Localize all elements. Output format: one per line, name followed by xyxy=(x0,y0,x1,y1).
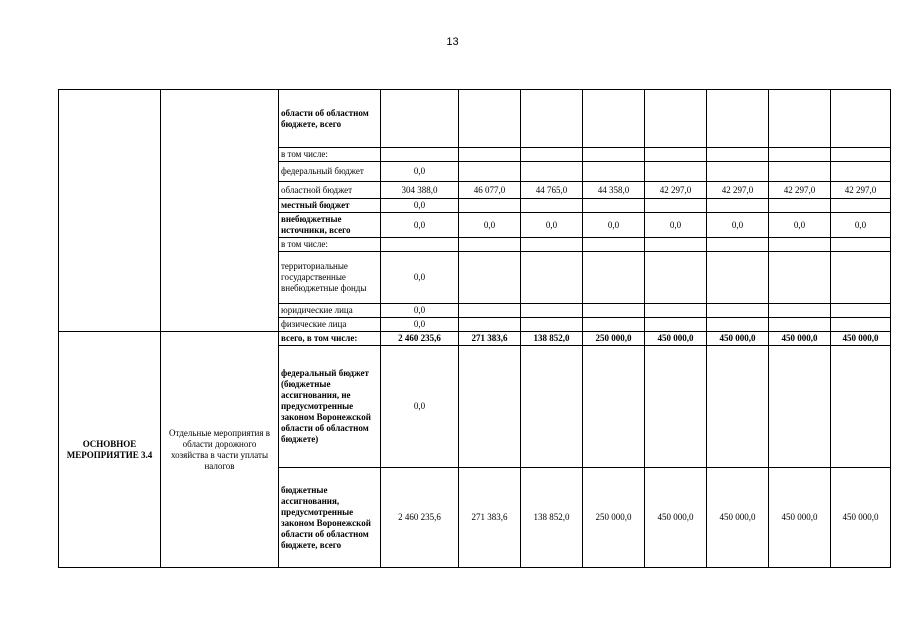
amount-cell xyxy=(707,148,769,162)
funding-source-label: в том числе: xyxy=(279,238,381,252)
amount-cell xyxy=(521,304,583,318)
amount-cell: 42 297,0 xyxy=(645,182,707,199)
amount-cell xyxy=(645,252,707,304)
amount-cell xyxy=(831,199,891,213)
amount-cell xyxy=(459,318,521,332)
amount-cell xyxy=(521,199,583,213)
amount-cell xyxy=(459,148,521,162)
amount-cell xyxy=(459,304,521,318)
funding-source-label: внебюджетные источники, всего xyxy=(279,213,381,238)
amount-cell xyxy=(521,318,583,332)
amount-cell: 42 297,0 xyxy=(769,182,831,199)
amount-cell xyxy=(521,346,583,468)
funding-source-label: федеральный бюджет (бюджетные ассигнования, не предусмотренные законом Воронежской области об областном бюджете) xyxy=(279,346,381,468)
amount-cell xyxy=(459,199,521,213)
amount-cell xyxy=(645,199,707,213)
amount-cell xyxy=(583,318,645,332)
event-desc-cell: Отдельные мероприятия в области дорожного хозяйства в части уплаты налогов xyxy=(161,332,279,568)
amount-cell: 0,0 xyxy=(645,213,707,238)
amount-cell xyxy=(831,148,891,162)
amount-cell: 450 000,0 xyxy=(707,468,769,568)
amount-cell: 42 297,0 xyxy=(707,182,769,199)
amount-cell: 0,0 xyxy=(381,252,459,304)
amount-cell xyxy=(521,238,583,252)
funding-source-label: федеральный бюджет xyxy=(279,162,381,182)
budget-table xyxy=(58,89,891,568)
amount-cell: 46 077,0 xyxy=(459,182,521,199)
amount-cell: 0,0 xyxy=(381,304,459,318)
event-title-cell xyxy=(59,90,161,332)
amount-cell: 2 460 235,6 xyxy=(381,332,459,346)
amount-cell xyxy=(769,318,831,332)
amount-cell xyxy=(707,346,769,468)
amount-cell xyxy=(769,252,831,304)
amount-cell: 138 852,0 xyxy=(521,468,583,568)
amount-cell xyxy=(583,199,645,213)
funding-source-label: всего, в том числе: xyxy=(279,332,381,346)
funding-source-label: юридические лица xyxy=(279,304,381,318)
amount-cell xyxy=(707,199,769,213)
amount-cell: 44 765,0 xyxy=(521,182,583,199)
page-number: 13 xyxy=(446,36,459,48)
amount-cell: 0,0 xyxy=(459,213,521,238)
event-desc-cell xyxy=(161,90,279,332)
amount-cell xyxy=(645,148,707,162)
funding-source-label: физические лица xyxy=(279,318,381,332)
amount-cell xyxy=(707,304,769,318)
amount-cell: 304 388,0 xyxy=(381,182,459,199)
amount-cell: 250 000,0 xyxy=(583,332,645,346)
amount-cell xyxy=(831,304,891,318)
amount-cell xyxy=(459,90,521,148)
amount-cell xyxy=(583,162,645,182)
amount-cell: 0,0 xyxy=(707,213,769,238)
amount-cell xyxy=(831,90,891,148)
amount-cell: 0,0 xyxy=(769,213,831,238)
amount-cell: 450 000,0 xyxy=(707,332,769,346)
amount-cell: 0,0 xyxy=(381,318,459,332)
amount-cell xyxy=(831,162,891,182)
amount-cell: 0,0 xyxy=(381,346,459,468)
amount-cell xyxy=(459,238,521,252)
amount-cell xyxy=(831,346,891,468)
amount-cell: 0,0 xyxy=(381,213,459,238)
amount-cell: 0,0 xyxy=(381,162,459,182)
amount-cell xyxy=(707,90,769,148)
amount-cell xyxy=(769,148,831,162)
amount-cell xyxy=(459,162,521,182)
amount-cell xyxy=(645,238,707,252)
amount-cell xyxy=(769,162,831,182)
amount-cell xyxy=(583,90,645,148)
amount-cell xyxy=(459,346,521,468)
amount-cell xyxy=(583,238,645,252)
amount-cell xyxy=(769,199,831,213)
funding-source-label: бюджетные ассигнования, предусмотренные законом Воронежской области об областном бюджете, всего xyxy=(279,468,381,568)
amount-cell: 450 000,0 xyxy=(831,332,891,346)
amount-cell: 271 383,6 xyxy=(459,468,521,568)
funding-source-label: местный бюджет xyxy=(279,199,381,213)
amount-cell xyxy=(769,238,831,252)
amount-cell xyxy=(459,252,521,304)
amount-cell xyxy=(645,162,707,182)
amount-cell: 44 358,0 xyxy=(583,182,645,199)
amount-cell: 0,0 xyxy=(381,199,459,213)
amount-cell xyxy=(521,148,583,162)
amount-cell xyxy=(769,346,831,468)
amount-cell xyxy=(583,304,645,318)
amount-cell: 2 460 235,6 xyxy=(381,468,459,568)
amount-cell xyxy=(645,304,707,318)
amount-cell xyxy=(381,90,459,148)
amount-cell: 450 000,0 xyxy=(645,468,707,568)
amount-cell: 450 000,0 xyxy=(769,468,831,568)
funding-source-label: территориальные государственные внебюджетные фонды xyxy=(279,252,381,304)
amount-cell xyxy=(583,252,645,304)
amount-cell: 0,0 xyxy=(831,213,891,238)
amount-cell xyxy=(521,90,583,148)
amount-cell xyxy=(583,346,645,468)
funding-source-label: области об областном бюджете, всего xyxy=(279,90,381,148)
amount-cell xyxy=(645,346,707,468)
amount-cell: 0,0 xyxy=(521,213,583,238)
amount-cell: 0,0 xyxy=(583,213,645,238)
amount-cell xyxy=(381,148,459,162)
amount-cell: 450 000,0 xyxy=(769,332,831,346)
amount-cell xyxy=(583,148,645,162)
amount-cell xyxy=(521,252,583,304)
table-row xyxy=(59,90,891,148)
amount-cell: 42 297,0 xyxy=(831,182,891,199)
funding-source-label: в том числе: xyxy=(279,148,381,162)
amount-cell xyxy=(645,318,707,332)
funding-source-label: областной бюджет xyxy=(279,182,381,199)
amount-cell: 250 000,0 xyxy=(583,468,645,568)
amount-cell: 271 383,6 xyxy=(459,332,521,346)
amount-cell xyxy=(381,238,459,252)
amount-cell xyxy=(645,90,707,148)
amount-cell xyxy=(769,304,831,318)
amount-cell xyxy=(707,162,769,182)
amount-cell xyxy=(831,238,891,252)
amount-cell: 450 000,0 xyxy=(645,332,707,346)
amount-cell: 450 000,0 xyxy=(831,468,891,568)
table-row xyxy=(59,332,891,346)
amount-cell xyxy=(707,252,769,304)
amount-cell xyxy=(831,318,891,332)
event-title-cell: ОСНОВНОЕ МЕРОПРИЯТИЕ 3.4 xyxy=(59,332,161,568)
table-body xyxy=(59,90,891,568)
amount-cell: 138 852,0 xyxy=(521,332,583,346)
amount-cell xyxy=(521,162,583,182)
amount-cell xyxy=(707,238,769,252)
amount-cell xyxy=(769,90,831,148)
amount-cell xyxy=(707,318,769,332)
amount-cell xyxy=(831,252,891,304)
